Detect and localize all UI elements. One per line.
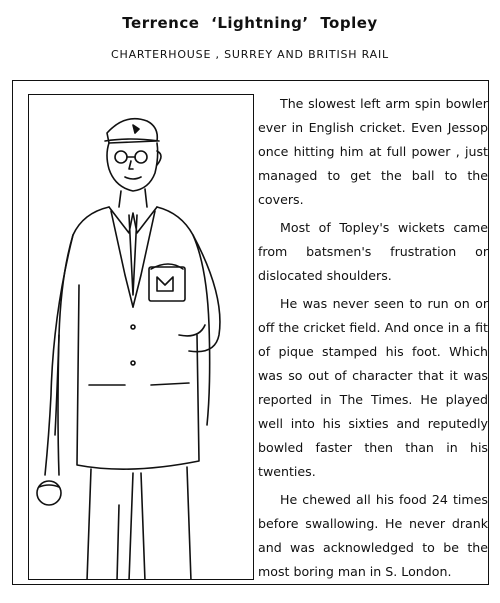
subtitle: CHARTERHOUSE , SURREY AND BRITISH RAIL (111, 48, 389, 61)
name-nickname: ‘Lightning’ (211, 14, 309, 32)
page-title (0, 14, 500, 32)
paragraph: Most of Topley's wickets came from batsmen's frustration or dislocated shoulders. (258, 220, 488, 283)
paragraph: He chewed all his food 24 times before swallowing. He never drank and was acknowledged to be the most boring man in S. London. (258, 492, 488, 579)
paragraph: He was never seen to run on or off the cricket field. And once in a fit of pique stamped his foot. Which was so out of character that it was reported in The Times. He played well into his sixties and reputedly bowled faster then than in his twenties. (258, 296, 488, 479)
biography-text (258, 92, 488, 588)
illustration-panel (28, 94, 254, 580)
cricketer-illustration (29, 95, 254, 580)
name-first: Terrence (122, 14, 200, 32)
paragraph: The slowest left arm spin bowler ever in English cricket. Even Jessop once hitting him at full power , just managed to get the ball to the covers. (258, 96, 488, 207)
name-last: Topley (320, 14, 378, 32)
